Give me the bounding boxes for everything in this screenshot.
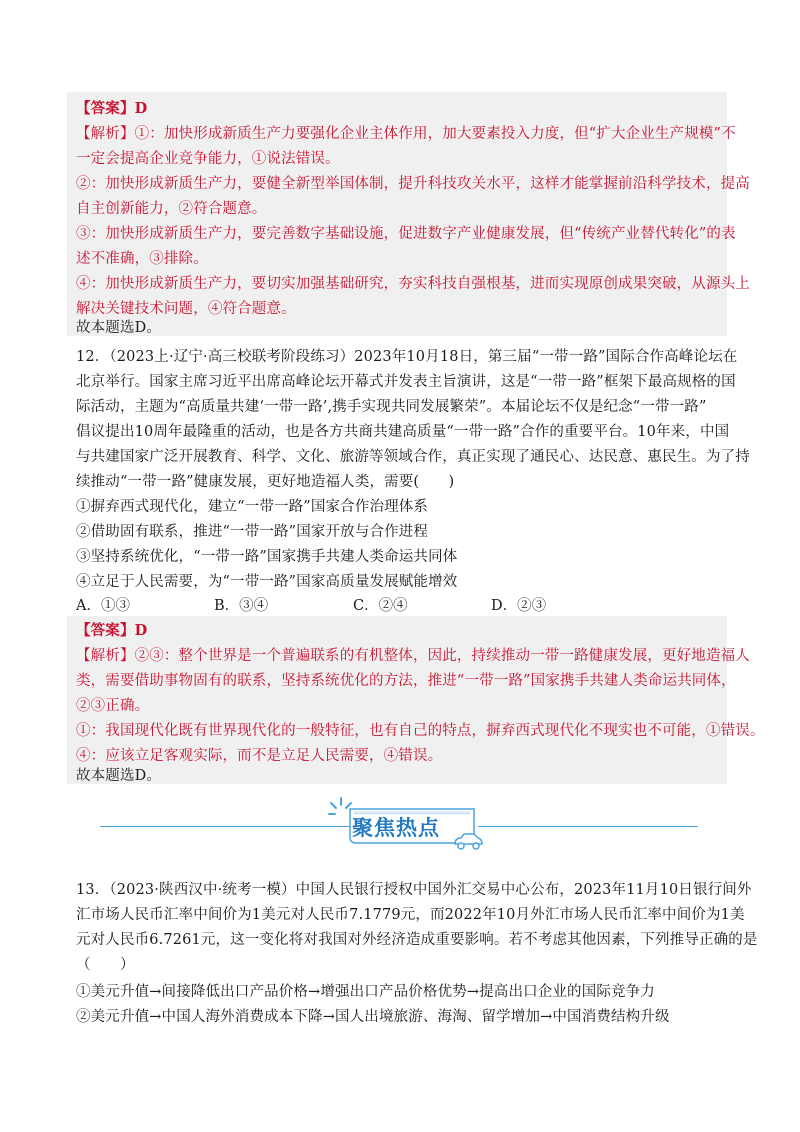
option-c: C．②④ <box>353 598 408 614</box>
statement-item: ②美元升值→中国人海外消费成本下降→国人出境旅游、海淘、留学增加→中国消费结构升级 <box>76 1009 670 1025</box>
answer-label: 【答案】D <box>76 622 148 639</box>
analysis-line: 一定会提高企业竞争能力，①说法错误。 <box>76 151 340 167</box>
statement-item: ③坚持系统优化，“一带一路”国家携手共建人类命运共同体 <box>76 549 458 565</box>
analysis-line: 述不准确，③排除。 <box>76 251 208 267</box>
option-d: D．②③ <box>491 598 547 614</box>
car-icon <box>452 832 484 850</box>
statement-item: ①摒弃西式现代化，建立“一带一路”国家合作治理体系 <box>76 499 429 515</box>
analysis-line: ②：加快形成新质生产力，要健全新型举国体制，提升科技攻关水平，这样才能掌握前沿科学技术，提高 <box>76 176 750 192</box>
question-stem-line: 续推动“一带一路”健康发展，更好地造福人类，需要( ) <box>76 474 455 490</box>
question-stem-line: 与共建国家广泛开展教育、科学、文化、旅游等领域合作，真正实现了通民心、达民意、惠民生。为了持 <box>76 449 750 465</box>
conclusion-text: 故本题选D。 <box>76 768 162 784</box>
conclusion-text: 故本题选D。 <box>76 320 162 336</box>
analysis-line: 解决关键技术问题，④符合题意。 <box>76 301 296 317</box>
question-stem-line: 元对人民币6.7261元，这一变化将对我国对外经济造成重要影响。若不考虑其他因素，下列推导正确的是 <box>76 932 758 948</box>
analysis-line: ④：加快形成新质生产力，要切实加强基础研究，夯实科技自强根基，进而实现原创成果突破，从源头上 <box>76 276 750 292</box>
analysis-line: 【解析】②③：整个世界是一个普遍联系的有机整体，因此，持续推动一带一路健康发展，更好地造福人 <box>76 648 750 664</box>
question-stem-line: 13．（2023·陕西汉中·统考一模）中国人民银行授权中国外汇交易中心公布，2023年11月10日银行间外 <box>76 882 752 898</box>
question-stem-line: 12．（2023上·辽宁·高三校联考阶段练习）2023年10月18日，第三届“一带一路”国际合作高峰论坛在 <box>76 349 738 365</box>
analysis-line: ②③正确。 <box>76 698 150 714</box>
question-stem-line: 倡议提出10周年最隆重的活动，也是各方共商共建高质量“一带一路”合作的重要平台。10年来，中国 <box>76 424 730 440</box>
analysis-line: 类，需要借助事物固有的联系，坚持系统优化的方法，推进“一带一路”国家携手共建人类命运共同体， <box>76 673 736 689</box>
statement-item: ④立足于人民需要，为“一带一路”国家高质量发展赋能增效 <box>76 574 458 590</box>
option-a: A．①③ <box>76 598 130 614</box>
analysis-line: 自主创新能力，②符合题意。 <box>76 201 267 217</box>
banner-title: 聚焦热点 <box>352 816 440 840</box>
analysis-line: 【解析】①：加快形成新质生产力要强化企业主体作用，加大要素投入力度，但“扩大企业生产规模”不 <box>76 126 736 142</box>
option-b: B．③④ <box>214 598 269 614</box>
statement-item: ②借助固有联系，推进“一带一路”国家开放与合作进程 <box>76 524 429 540</box>
banner-rule-right <box>478 826 698 827</box>
analysis-line: ④：应该立足客观实际，而不是立足人民需要，④错误。 <box>76 748 443 764</box>
question-stem-line: （ ） <box>76 957 135 973</box>
question-stem-line: 汇市场人民币汇率中间价为1美元对人民币7.1779元，而2022年10月外汇市场人民币汇率中间价为1美 <box>76 907 745 923</box>
analysis-line: ①：我国现代化既有世界现代化的一般特征，也有自己的特点，摒弃西式现代化不现实也不可能，①错误。 <box>76 723 765 739</box>
question-stem-line: 际活动，主题为“高质量共建‘一带一路’,携手实现共同发展繁荣”。本届论坛不仅是纪念“一带一路” <box>76 399 707 415</box>
statement-item: ①美元升值→间接降低出口产品价格→增强出口产品价格优势→提高出口企业的国际竞争力 <box>76 984 655 1000</box>
banner-rule-left <box>100 826 350 827</box>
answer-label: 【答案】D <box>76 100 148 117</box>
analysis-line: ③：加快形成新质生产力，要完善数字基础设施，促进数字产业健康发展，但“传统产业替代转化”的表 <box>76 226 736 242</box>
question-stem-line: 北京举行。国家主席习近平出席高峰论坛开幕式并发表主旨演讲，这是“一带一路”框架下最高规格的国 <box>76 374 736 390</box>
